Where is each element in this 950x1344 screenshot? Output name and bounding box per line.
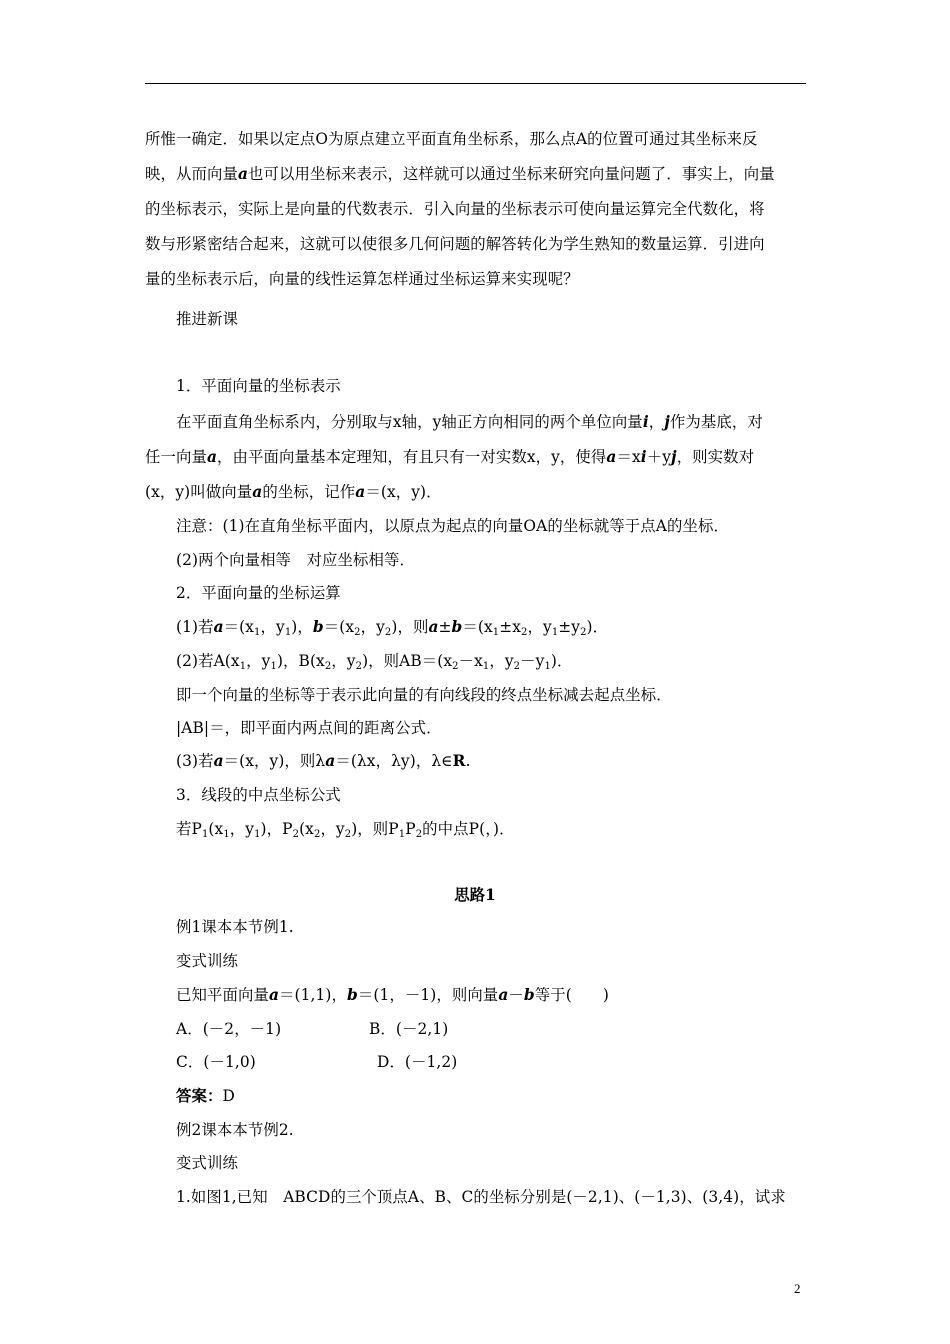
s3-line: 若$P_1(x_1$，$y_1$)，$P_2(x_2$，$y_2$)，则$P_1P_2$的中点P(，)． bbox=[176, 820, 515, 840]
option-c: C．(－1,0) bbox=[176, 1053, 256, 1071]
s1-note-2: (2)两个向量相等 对应坐标相等． bbox=[176, 551, 415, 569]
option-d: D．(－1,2) bbox=[377, 1053, 458, 1071]
intro-line-1: 所惟一确定．如果以定点O为原点建立平面直角坐标系，那么点A的位置可通过其坐标来反 bbox=[145, 130, 758, 148]
example-2: 例2课本本节例2. bbox=[176, 1121, 294, 1139]
header-rule bbox=[145, 83, 806, 84]
section-3-heading: 3．线段的中点坐标公式 bbox=[176, 786, 341, 804]
example-2-variant: 变式训练 bbox=[176, 1154, 238, 1172]
answer-value: D bbox=[222, 1087, 235, 1105]
option-b: B．(－2,1) bbox=[369, 1020, 449, 1038]
s2-rule-3: (3)若a＝(x，y)，则λa＝(λx，λy)，λ∈R. bbox=[176, 752, 471, 770]
answer bbox=[176, 1086, 235, 1106]
intro-line-2: 映，从而向量a也可以用坐标来表示，这样就可以通过坐标来研究向量问题了．事实上，向量 bbox=[145, 165, 775, 183]
example-2-question: 1.如图1,已知 ABCD的三个顶点A、B、C的坐标分别是(－2,1)、(－1,3)、(3,4)，试求 bbox=[176, 1188, 786, 1206]
option-a: A．(－2，－1) bbox=[176, 1020, 282, 1038]
section-1-heading: 1．平面向量的坐标表示 bbox=[176, 377, 341, 395]
advance-heading: 推进新课 bbox=[176, 310, 238, 328]
page-number: 2 bbox=[794, 1281, 801, 1296]
s1-line-3: (x，y)叫做向量a的坐标，记作a＝(x，y)． bbox=[145, 483, 442, 501]
example-1-variant: 变式训练 bbox=[176, 952, 238, 970]
vector-a: a bbox=[237, 165, 249, 183]
s2-rule-1: (1)若$a=(x_1$，$y_1$)，$b=(x_2$，$y_2$)，则$a\pm b=(x_1\pm x_2$，$y_1\pm y_2$)． bbox=[176, 618, 609, 638]
s1-line-2: 任一向量a，由平面向量基本定理知，有且只有一对实数x，y，使得a＝xi＋yj，则实数对 bbox=[145, 448, 755, 466]
example-1: 例1课本本节例1. bbox=[176, 918, 294, 936]
intro-line-4: 数与形紧密结合起来，这就可以使很多几何问题的解答转化为学生熟知的数量运算．引进向 bbox=[145, 235, 765, 253]
s2-distance: |AB|＝，即平面内两点间的距离公式． bbox=[176, 719, 442, 737]
intro-line-5: 量的坐标表示后，向量的线性运算怎样通过坐标运算来实现呢？ bbox=[145, 270, 579, 288]
s2-explain: 即一个向量的坐标等于表示此向量的有向线段的终点坐标减去起点坐标． bbox=[176, 686, 672, 704]
section-2-heading: 2．平面向量的坐标运算 bbox=[176, 584, 341, 602]
s1-note-1: 注意：(1)在直角坐标平面内，以原点为起点的向量OA的坐标就等于点A的坐标． bbox=[176, 517, 729, 535]
idea-title: 思路1 bbox=[454, 886, 496, 904]
s2-rule-2: (2)若$A(x_1$，$y_1$)，$B(x_2$，$y_2$)，则$AB=(x_2-x_1$，$y_2-y_1$)． bbox=[176, 652, 573, 672]
answer-label: 答案： bbox=[176, 1087, 223, 1105]
example-1-question: 已知平面向量a＝(1,1)，b＝(1，－1)，则向量a－b等于( ) bbox=[176, 986, 609, 1004]
intro-line-3: 的坐标表示，实际上是向量的代数表示．引入向量的坐标表示可使向量运算完全代数化，将 bbox=[145, 200, 765, 218]
s1-line-1: 在平面直角坐标系内，分别取与x轴，y轴正方向相同的两个单位向量i，j作为基底，对 bbox=[176, 413, 763, 431]
